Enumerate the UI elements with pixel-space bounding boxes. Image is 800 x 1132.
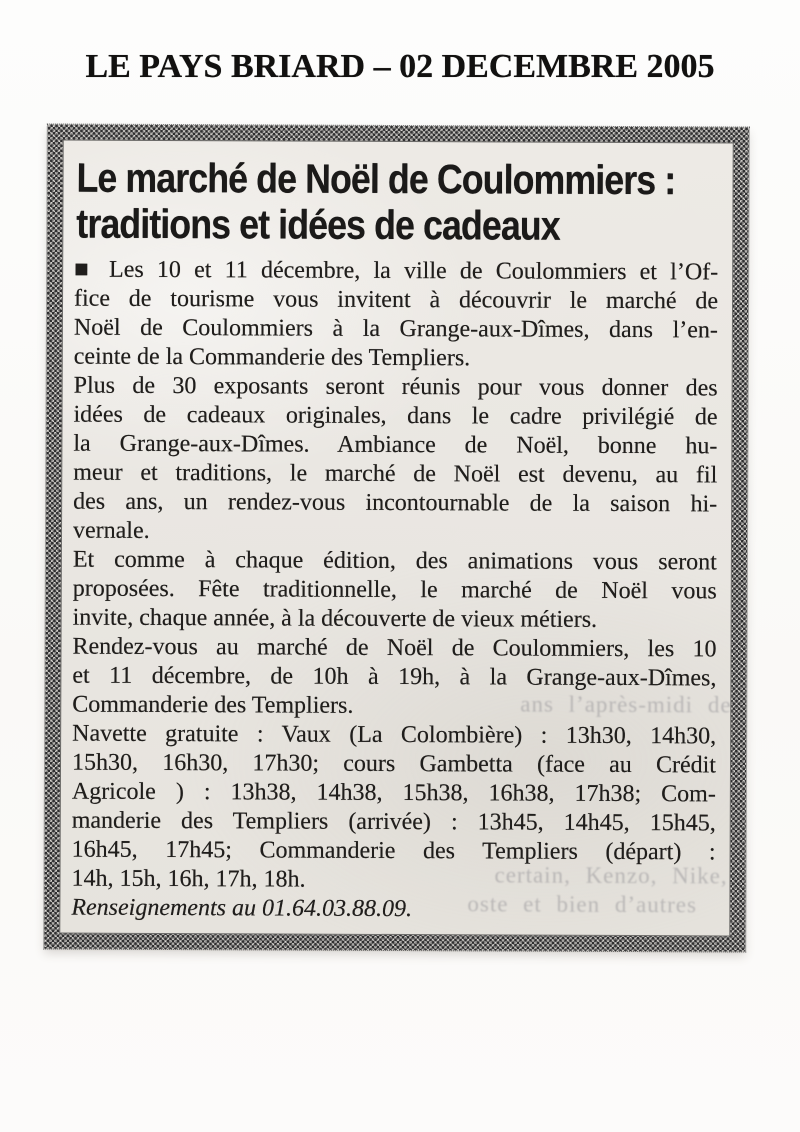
text-line: meur et traditions, le marché de Noël est devenu, au fil (73, 459, 718, 489)
article-title (76, 155, 718, 250)
text-line: fice de tourisme vous invitent à découvrir le marché de (73, 285, 719, 315)
page-header: LE PAYS BRIARD – 02 DECEMBRE 2005 (85, 48, 715, 85)
clipping-paper (59, 140, 733, 937)
text-line: proposées. Fête traditionnelle, le marché de Noël vous (72, 575, 717, 605)
bleedthrough-text: ans l’après-midi de (520, 691, 732, 718)
bleedthrough-text: certain, Kenzo, Nike, (494, 862, 728, 889)
text-line: 14h, 15h, 16h, 17h, 18h. (71, 865, 306, 893)
text-line: Et comme à chaque édition, des animations vous seront (72, 546, 717, 576)
text-line: Plus de 30 exposants seront réunis pour vous donner des (73, 372, 718, 402)
text-line: manderie des Templiers (arrivée) : 13h45, 14h45, 15h45, (71, 807, 716, 837)
text-line: invite, chaque année, à la découverte de vieux métiers. (72, 604, 598, 633)
text-line: Rendez-vous au marché de Noël de Coulommiers, les 10 (72, 633, 717, 663)
article-paragraph (72, 633, 716, 723)
text-line: ceinte de la Commanderie des Templiers. (73, 343, 471, 372)
article-paragraph (73, 546, 717, 636)
text-line: ■ Les 10 et 11 décembre, la ville de Coulommiers et l’Of- (74, 256, 719, 286)
article-body (71, 256, 718, 926)
text-line: Navette gratuite : Vaux (La Colombière) : 13h30, 14h30, (72, 720, 717, 750)
text-line: Renseignements au 01.64.03.88.09. (71, 894, 413, 923)
text-line: idées de cadeaux originales, dans le cadre privilégié de (73, 401, 718, 431)
text-line: 15h30, 16h30, 17h30; cours Gambetta (face au Crédit (71, 749, 717, 779)
article-title-line-2: traditions et idées de cadeaux (76, 200, 560, 249)
text-line: et 11 décembre, de 10h à 19h, à la Grange-aux-Dîmes, (72, 662, 717, 692)
newspaper-clipping (44, 124, 749, 951)
article-title-line-1: Le marché de Noël de Coulommiers : (76, 154, 676, 204)
article-paragraph (71, 720, 716, 897)
text-line: vernale. (72, 517, 150, 544)
text-line: Agricole ) : 13h38, 14h38, 15h38, 16h38, 17h38; Com- (71, 778, 716, 808)
article-paragraph (71, 894, 715, 926)
text-line: la Grange-aux-Dîmes. Ambiance de Noël, bonne hu- (73, 430, 718, 460)
article-paragraph (74, 256, 719, 375)
text-line: Noël de Coulommiers à la Grange-aux-Dîmes, dans l’en- (73, 314, 718, 344)
text-line: des ans, un rendez-vous incontournable de la saison hi- (73, 488, 718, 518)
text-line: Commanderie des Templiers. (72, 691, 354, 719)
article-paragraph (73, 372, 718, 549)
bleedthrough-text: oste et bien d’autres (467, 891, 698, 918)
text-line: 16h45, 17h45; Commanderie des Templiers (départ) : (71, 836, 716, 866)
